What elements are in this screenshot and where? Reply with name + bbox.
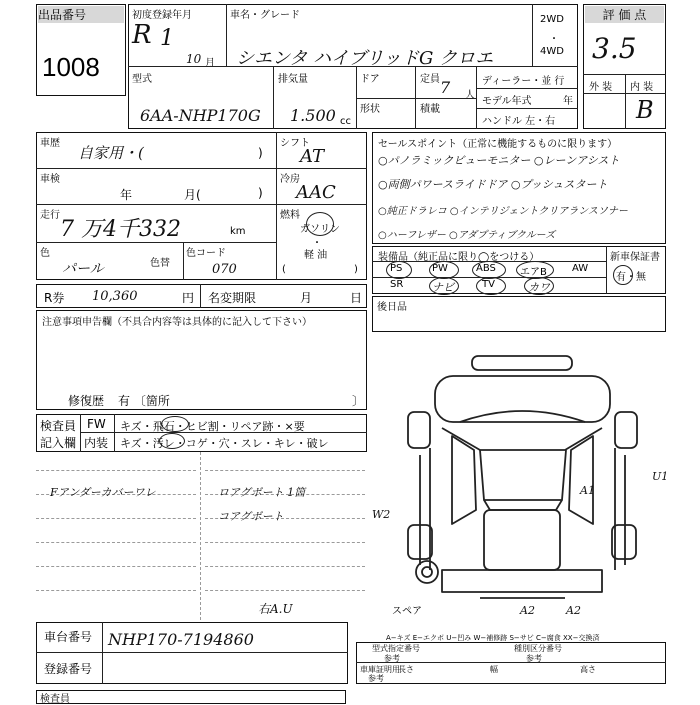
sales-point-line: ○両側パワースライドドア ○プッシュスタート: [378, 178, 608, 191]
history-label: 車歴: [40, 138, 60, 149]
color-code: 070: [212, 262, 237, 277]
equip-pw: PW: [432, 263, 448, 274]
cc-unit: cc: [340, 116, 351, 127]
divider: [36, 168, 276, 169]
ref-label: 参考: [368, 674, 384, 683]
legend-line: A−キズ E−エクボ U−凹み W−補修跡 S−サビ C−腐食 XX−交換済: [386, 634, 600, 642]
model-ref-label: 型式指定番号: [372, 644, 420, 653]
after-outfit-label: 後日品: [377, 302, 407, 313]
inspection-close: ): [258, 186, 263, 200]
drive-2wd: 2WD: [540, 14, 564, 25]
width-label: 幅: [490, 665, 498, 674]
ref-label: 参考: [384, 654, 400, 663]
remark-text: Fアンダーカバーワレ: [50, 486, 156, 499]
divider: [532, 4, 533, 66]
first-reg-month: 10: [186, 52, 202, 66]
interior-items: キズ・汚レ・コゲ・穴・スレ・キレ・破レ: [120, 437, 329, 450]
model-label: 型式: [132, 74, 152, 85]
sales-point-line: ○純正ドラレコ ○インテリジェントクリアランスソナー: [378, 206, 628, 217]
spare-label: スペア: [392, 606, 422, 617]
color-code-label: 色コード: [186, 248, 226, 259]
sales-points-label: セールスポイント（正常に機能するものに限ります）: [378, 139, 618, 150]
divider: [102, 622, 103, 684]
first-reg-era: R: [132, 20, 152, 50]
shift-label: シフト: [280, 138, 310, 149]
load-label: 積載: [420, 104, 440, 115]
interior-tag: 内装: [84, 436, 109, 450]
equip-circle-mark: [429, 277, 459, 295]
divider: [273, 66, 274, 129]
capacity-label: 定員: [420, 74, 440, 85]
color-value: パール: [62, 261, 104, 277]
remark-line: [205, 566, 365, 567]
equip-tv: TV: [482, 279, 495, 290]
fuel-diesel: 軽 油: [304, 250, 328, 261]
equip-abs: ABS: [476, 263, 496, 274]
capacity-value: 7: [440, 78, 451, 97]
recycle-label: R券: [44, 291, 65, 305]
fw-circle-mark: [161, 416, 189, 432]
displacement-label: 排気量: [278, 74, 308, 85]
ac-value: AAC: [296, 182, 336, 203]
shape-label: 形状: [360, 104, 380, 115]
length-label: 長さ: [398, 665, 414, 674]
divider: [276, 204, 367, 205]
first-reg-month-unit: 月: [205, 58, 215, 69]
first-reg-label: 初度登録年月: [132, 10, 192, 21]
lot-number: 1008: [42, 52, 100, 82]
fuel-open: (: [282, 264, 286, 275]
remark-line: [36, 590, 196, 591]
remark-divider: [200, 452, 201, 620]
remark-line: [205, 470, 365, 471]
car-name-label: 車名・グレード: [230, 10, 300, 21]
new-car-label: 新車保証書: [610, 252, 660, 263]
remark-line: [205, 542, 365, 543]
car-outline: [408, 356, 637, 598]
first-reg-year: 1: [160, 26, 174, 51]
deadline-month: 月: [300, 291, 313, 305]
interior-grade: B: [636, 96, 654, 124]
fuel-label: 燃料: [280, 210, 300, 221]
model-year-unit: 年: [563, 96, 573, 107]
notes-label: 注意事項申告欄（不具合内容等は具体的に記入して下さい）: [42, 317, 312, 328]
divider: [276, 132, 277, 280]
dealer-label: ディーラー・並 行: [482, 76, 565, 87]
divider: [183, 242, 184, 280]
displacement-value: 1.500: [290, 106, 336, 125]
after-outfit-box: [372, 296, 666, 332]
drive-dot: ・: [549, 34, 559, 45]
footer-label: 検査員: [40, 694, 70, 705]
inspector-label: 検査員: [40, 419, 77, 433]
footer-box: [36, 690, 346, 704]
mileage-value: 7 万4千332: [60, 217, 181, 242]
mileage-label: 走行: [40, 210, 60, 221]
damage-diagram: [380, 340, 680, 630]
model-year-label: モデル年式: [482, 96, 532, 107]
drive-4wd: 4WD: [540, 46, 564, 57]
person-unit: 人: [465, 90, 475, 101]
divider: [356, 98, 476, 99]
sales-point-line: ○パノラミックビューモニター ○レーンアシスト: [378, 154, 620, 167]
equip-sr: SR: [390, 279, 404, 290]
model-value: 6AA-NHP170G: [140, 106, 261, 125]
remark-line: [36, 542, 196, 543]
fuel-gasoline: ガソリン: [300, 224, 340, 235]
divider: [476, 66, 477, 129]
cert-label: 車庫証明用: [360, 665, 400, 674]
divider: [356, 662, 666, 663]
repair-close: 〕: [352, 394, 365, 408]
repair-value: 有 〔箇所: [118, 394, 170, 408]
interior-circle-mark: [159, 433, 185, 449]
divider: [476, 88, 578, 89]
equip-circle-mark: [386, 261, 412, 279]
remark-text: コアグボート: [218, 510, 284, 523]
divider: [128, 66, 578, 67]
damage-mark: A2: [566, 604, 581, 617]
class-label: 種別区分番号: [514, 644, 562, 653]
repair-label: 修復歴: [68, 394, 105, 408]
score-label: 評 価 点: [585, 6, 664, 23]
damage-mark: A1: [580, 484, 595, 497]
fuel-circle-mark: [306, 212, 334, 236]
handle-label: ハンドル 左・右: [482, 116, 556, 127]
divider: [583, 93, 666, 94]
score-value: 3.5: [592, 32, 637, 65]
recycle-box: [36, 284, 367, 308]
inspection-month: 月(: [184, 188, 201, 202]
equip-ps: PS: [390, 263, 403, 274]
divider: [200, 284, 201, 308]
color-change-label: 色替: [150, 258, 170, 269]
km-unit: km: [230, 226, 246, 237]
recycle-amount: 10,360: [92, 289, 138, 304]
history-close: ): [258, 146, 263, 160]
deadline-label: 名変期限: [208, 291, 257, 305]
divider: [36, 242, 276, 243]
fw-items: キズ・飛石・ヒビ割・リペア跡・×要: [120, 420, 305, 433]
chassis-label: 車台番号: [44, 630, 93, 644]
remark-line: [205, 590, 365, 591]
equipment-label: 装備品（純正品に限り◯をつける）: [378, 252, 540, 263]
new-car-value: 有・無: [616, 272, 646, 283]
height-label: 高さ: [580, 665, 596, 674]
divider: [226, 4, 227, 66]
divider: [80, 414, 81, 452]
reg-label: 登録番号: [44, 662, 93, 676]
equip-navi: ナビ: [432, 281, 454, 294]
ac-label: 冷房: [280, 174, 300, 185]
history-value: 自家用・(: [78, 144, 144, 162]
inspection-year: 年: [120, 188, 133, 202]
divider: [36, 652, 348, 653]
fuel-close: ): [354, 264, 358, 275]
shift-value: AT: [300, 146, 325, 167]
remark-text: ロアグボート 1箇: [218, 486, 306, 499]
divider: [606, 246, 607, 294]
ref-label: 参考: [526, 654, 542, 663]
divider: [476, 108, 578, 109]
chassis-value: NHP170-7194860: [108, 630, 254, 649]
remark-line: [36, 470, 196, 471]
door-label: ドア: [360, 74, 380, 85]
exterior-label: 外 装: [589, 82, 613, 93]
divider: [114, 414, 115, 452]
equip-circle-mark: [476, 277, 506, 295]
entry-label: 記入欄: [40, 436, 77, 450]
color-label: 色: [40, 248, 50, 259]
interior-label: 内 装: [630, 82, 654, 93]
equip-airbag: エアB: [520, 267, 547, 278]
damage-mark: W2: [372, 508, 391, 521]
damage-mark: U1: [652, 470, 669, 483]
divider: [625, 74, 626, 129]
sales-point-line: ○ハーフレザー ○アダプティブクルーズ: [378, 230, 556, 241]
lot-label: 出品番号: [38, 6, 124, 23]
divider: [276, 168, 367, 169]
remark-line: [36, 518, 196, 519]
divider: [36, 204, 276, 205]
equip-circle-mark: [524, 277, 554, 295]
new-car-circle-mark: [613, 265, 633, 285]
fuel-dot: ・: [312, 238, 322, 249]
equip-leather: カワ: [528, 281, 550, 294]
fw-tag: FW: [87, 417, 106, 431]
equip-aw: AW: [572, 263, 589, 274]
damage-mark: A2: [520, 604, 535, 617]
deadline-day: 日: [350, 291, 363, 305]
yen-unit: 円: [182, 291, 195, 305]
remark-line: [36, 566, 196, 567]
remark-text: 右A.U: [258, 602, 293, 616]
inspection-label: 車検: [40, 174, 60, 185]
car-name: シエンタ ハイブリッドG クロエ: [236, 48, 494, 69]
